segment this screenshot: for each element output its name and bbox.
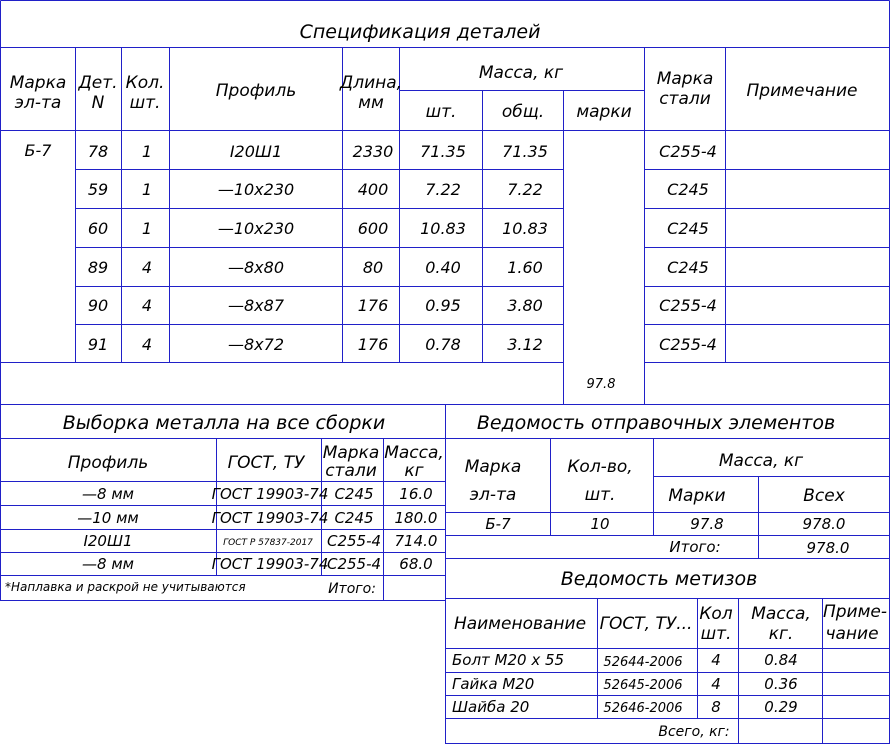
- header-note: Примечание: [746, 81, 858, 101]
- table-cell: —8 мм: [82, 485, 134, 503]
- table-cell: C255-4: [659, 142, 717, 161]
- header-note-2: чание: [825, 624, 879, 644]
- table-cell: 10.83: [502, 219, 548, 238]
- header-mass-mark: марки: [576, 102, 632, 122]
- table-cell: 52644-2006: [603, 655, 683, 670]
- header-mass: Масса, кг: [478, 63, 564, 83]
- header-quantity-2: шт.: [700, 624, 732, 644]
- table-cell: C245: [667, 180, 709, 199]
- header-quantity: Кол: [699, 604, 733, 624]
- table-cell: 600: [357, 219, 389, 238]
- table-cell: 89: [87, 258, 109, 277]
- header-mass-2: кг.: [768, 624, 794, 644]
- shipping-total-label: Итого:: [669, 538, 721, 556]
- table-cell: —8x80: [227, 258, 285, 277]
- shipping-row: [485, 515, 845, 533]
- header-note: Приме-: [822, 602, 888, 622]
- table-cell: 978.0: [802, 515, 846, 533]
- table-cell: 0.29: [764, 698, 798, 716]
- header-mass-2: кг: [404, 461, 424, 481]
- table-cell: 400: [357, 180, 389, 199]
- table-cell: —10 мм: [77, 509, 139, 527]
- table-cell: 78: [87, 142, 109, 161]
- table-cell: Б-7: [485, 515, 511, 533]
- header-gost: ГОСТ, ТУ...: [599, 614, 693, 634]
- table-cell: —8x72: [227, 335, 285, 354]
- table-cell: —10x230: [217, 219, 295, 238]
- table-cell: I20Ш1: [83, 532, 133, 550]
- table-cell: C245: [667, 219, 709, 238]
- table-cell: 10: [590, 515, 610, 533]
- table-cell: 1: [141, 180, 153, 199]
- element-mark-value: Б-7: [24, 141, 52, 160]
- header-element-mark-2: эл-та: [469, 485, 517, 505]
- header-steel-grade: Марка: [322, 443, 380, 463]
- table-cell: 0.36: [764, 675, 798, 693]
- table-cell: 0.40: [425, 258, 461, 277]
- header-quantity-2: шт.: [129, 93, 161, 113]
- table-cell: 8: [711, 698, 721, 716]
- table-cell: 7.22: [425, 180, 461, 199]
- table-cell: 60: [87, 219, 109, 238]
- header-part-number-2: N: [91, 93, 105, 113]
- table-cell: 80: [362, 258, 384, 277]
- header-mass: Масса,: [751, 604, 811, 624]
- metal-selection-footnote: *Наплавка и раскрой не учитываются: [5, 580, 246, 594]
- table-cell: 4: [141, 335, 153, 354]
- header-part-number: Дет.: [78, 73, 118, 93]
- table-cell: 1: [141, 219, 153, 238]
- table-cell: 59: [87, 180, 109, 199]
- table-cell: C255-4: [659, 335, 717, 354]
- table-cell: I20Ш1: [229, 142, 283, 161]
- table-cell: C245: [667, 258, 709, 277]
- table-cell: 91: [87, 335, 109, 354]
- table-cell: 4: [141, 258, 153, 277]
- table-cell: 3.80: [507, 296, 543, 315]
- header-profile: Профиль: [215, 81, 297, 101]
- table-cell: 71.35: [420, 142, 466, 161]
- metal-selection-total-label: Итого:: [328, 581, 376, 597]
- header-element-mark: Марка: [464, 457, 522, 477]
- mark-mass-total: 97.8: [586, 377, 616, 392]
- table-cell: ГОСТ 19903-74: [211, 555, 329, 573]
- header-steel-grade-2: стали: [325, 461, 377, 481]
- table-cell: 97.8: [690, 515, 724, 533]
- header-mass: Масса, кг: [718, 451, 804, 471]
- table-cell: 68.0: [399, 555, 433, 573]
- table-cell: 90: [87, 296, 109, 315]
- table-cell: 180.0: [394, 509, 438, 527]
- header-profile: Профиль: [67, 453, 149, 473]
- table-cell: 176: [357, 296, 389, 315]
- table-cell: Гайка М20: [452, 675, 535, 693]
- header-mass-each: шт.: [425, 102, 457, 122]
- table-cell: C255-4: [326, 555, 382, 573]
- table-cell: 1.60: [507, 258, 543, 277]
- metal-selection-title: Выборка металла на все сборки: [62, 412, 386, 434]
- table-cell: ГОСТ 19903-74: [211, 485, 329, 503]
- table-cell: 52645-2006: [603, 678, 683, 693]
- header-element-mark-2: эл-та: [14, 93, 62, 113]
- table-cell: ГОСТ 19903-74: [211, 509, 329, 527]
- hardware-rows: [452, 651, 798, 716]
- table-cell: C255-4: [659, 296, 717, 315]
- shipping-total-value: 978.0: [806, 539, 850, 557]
- table-cell: 4: [711, 675, 721, 693]
- table-cell: ГОСТ Р 57837-2017: [223, 538, 313, 548]
- table-cell: C255-4: [326, 532, 382, 550]
- table-cell: 4: [711, 651, 721, 669]
- header-mass-total: общ.: [501, 102, 545, 122]
- table-cell: —8x87: [227, 296, 285, 315]
- table-cell: —10x230: [217, 180, 295, 199]
- table-cell: C245: [334, 509, 374, 527]
- table-cell: 16.0: [399, 485, 433, 503]
- header-mass: Масса,: [384, 443, 444, 463]
- header-quantity: Кол.: [125, 73, 165, 93]
- header-quantity-2: шт.: [584, 485, 616, 505]
- header-length: Длина,: [339, 73, 403, 93]
- header-steel-grade-2: стали: [659, 89, 711, 109]
- specification-header: [10, 63, 858, 122]
- table-cell: 71.35: [502, 142, 548, 161]
- header-steel-grade: Марка: [656, 69, 714, 89]
- hardware-title: Ведомость метизов: [560, 568, 758, 590]
- shipping-header: [465, 451, 846, 506]
- header-length-2: мм: [358, 93, 384, 113]
- table-cell: C245: [334, 485, 374, 503]
- table-cell: 176: [357, 335, 389, 354]
- table-cell: 1: [141, 142, 153, 161]
- table-cell: Болт М20 х 55: [452, 651, 565, 669]
- table-cell: 3.12: [507, 335, 543, 354]
- specification-title: Спецификация деталей: [299, 21, 541, 43]
- table-cell: 52646-2006: [603, 701, 683, 716]
- table-cell: Шайба 20: [452, 698, 530, 716]
- table-cell: 0.84: [764, 651, 798, 669]
- table-cell: 2330: [352, 142, 394, 161]
- header-element-mark: Марка: [9, 73, 67, 93]
- header-mass-mark: Марки: [668, 486, 726, 506]
- header-quantity: Кол-во,: [567, 457, 633, 477]
- table-cell: 4: [141, 296, 153, 315]
- table-cell: 714.0: [394, 532, 438, 550]
- table-cell: 0.78: [425, 335, 461, 354]
- metal-selection-header: [68, 443, 444, 481]
- header-name: Наименование: [453, 614, 587, 634]
- header-gost: ГОСТ, ТУ: [227, 453, 305, 473]
- table-cell: 7.22: [507, 180, 543, 199]
- hardware-total-label: Всего, кг:: [658, 724, 730, 740]
- shipping-title: Ведомость отправочных элементов: [476, 412, 836, 434]
- table-cell: 10.83: [420, 219, 466, 238]
- table-cell: —8 мм: [82, 555, 134, 573]
- table-cell: 0.95: [425, 296, 461, 315]
- header-mass-all: Всех: [803, 486, 845, 506]
